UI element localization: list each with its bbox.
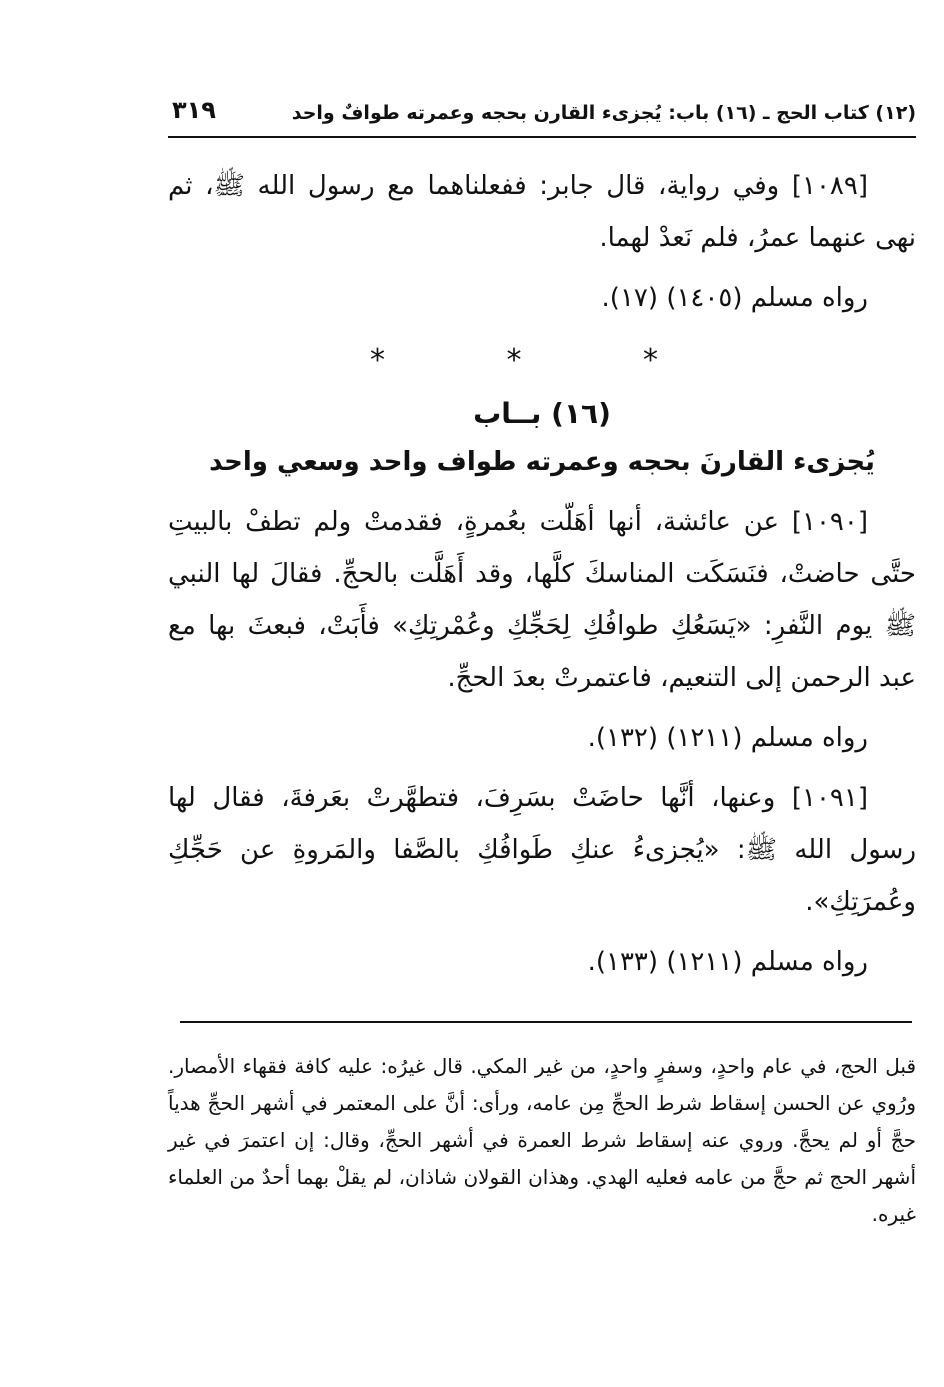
footnote-text: قبل الحج، في عام واحدٍ، وسفرٍ واحدٍ، من غير المكي. قال غيرُه: عليه كافة فقهاء الأمصار. ورُوي عن الحسن إسقاط شرط الحجِّ مِن عامه، ورأى: أنَّ على المعتمر في أشهر الحجِّ هدياً حجَّ أو لم يحجَّ. وروي عنه إسقاط شرط العمرة في أشهر الحجِّ، وقال: إن اعتمرَ في غير أشهر الحج ثم حجَّ من عامه فعليه الهدي. وهذان القولان شاذان، لم يقلْ بهما أحدٌ من العلماء غيره. <box>168 1054 916 1226</box>
hadith-1091-text: [١٠٩١] وعنها، أنَّها حاضَتْ بسَرِفَ، فتطهَّرتْ بعَرفةَ، فقال لها رسول الله ﷺ: «يُجزىءُ عنكِ طَوافُكِ بالصَّفا والمَروةِ عن حَجِّكِ وعُمرَتِكِ». <box>168 783 916 917</box>
page-header <box>168 96 916 132</box>
hadith-1090-reference: رواه مسلم (١٢١١) (١٣٢). <box>587 723 868 753</box>
hadith-1091-reference: رواه مسلم (١٢١١) (١٣٣). <box>587 947 868 977</box>
running-title: (١٢) كتاب الحج ـ (١٦) باب: يُجزىء القارن بحجه وعمرته طوافٌ واحد <box>291 102 916 124</box>
hadith-1089-text: [١٠٨٩] وفي رواية، قال جابر: ففعلناهما مع رسول الله ﷺ، ثم نهى عنهما عمرُ، فلم نَعدْ لهما. <box>168 171 916 253</box>
chapter-heading: (١٦) بــاب <box>473 397 611 430</box>
footnote-divider <box>180 1021 912 1023</box>
hadith-1090-text: [١٠٩٠] عن عائشة، أنها أهَلّت بعُمرةٍ، فقدمتْ ولم تطفْ بالبيتِ حتَّى حاضتْ، فنَسَكَت المناسكَ كلَّها، وقد أَهَلَّت بالحجِّ. فقالَ لها النبي ﷺ يوم النَّفرِ: «يَسَعُكِ طوافُكِ لِحَجِّكِ وعُمْرتِكِ» فأَبَتْ، فبعثَ بها مع عبد الرحمن إلى التنعيم، فاعتمرتْ بعدَ الحجِّ. <box>168 507 916 693</box>
page-number: ٣١٩ <box>172 96 216 124</box>
header-divider <box>168 136 916 138</box>
chapter-subtitle: يُجزىء القارنَ بحجه وعمرته طواف واحد وسعي واحد <box>209 447 875 477</box>
footnote <box>168 1048 916 1233</box>
section-separator: * * * <box>369 343 715 378</box>
hadith-1089-reference: رواه مسلم (١٤٠٥) (١٧). <box>601 283 868 313</box>
main-text <box>168 160 916 988</box>
